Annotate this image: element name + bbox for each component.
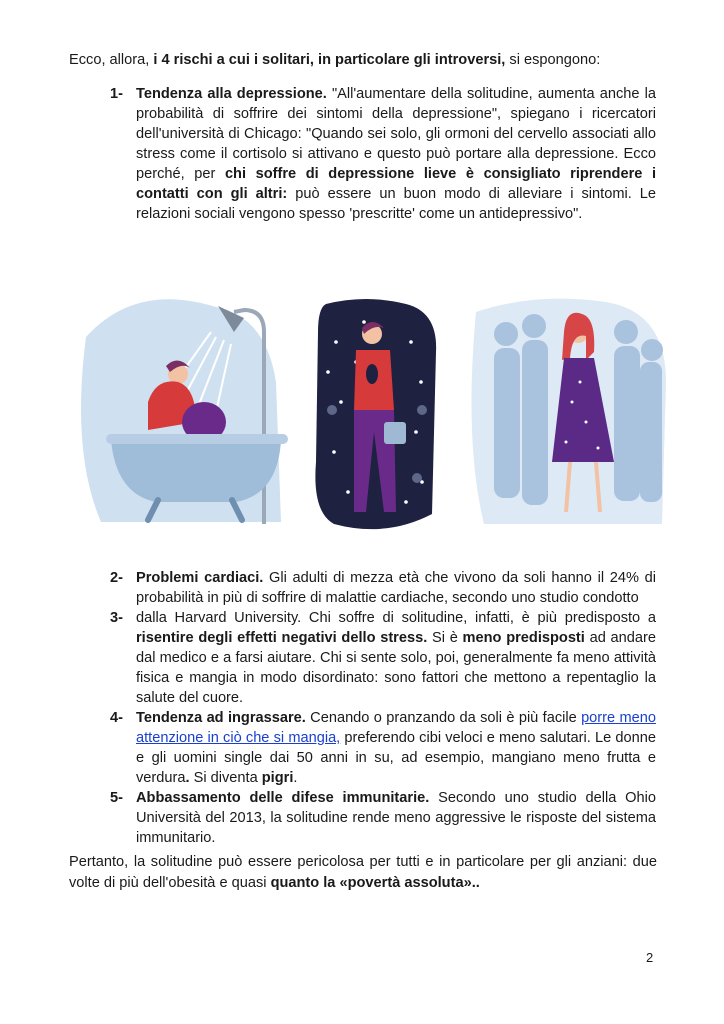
item-text: dalla Harvard University. Chi soffre di solitudine, infatti, è più predisposto a <box>136 610 656 626</box>
item-bold-text: meno predisposti <box>462 630 585 646</box>
item-text: Gli adulti di mezza età che vivono da soli hanno il 24% di probabilità in più di soffrire di malattie cardiache, secondo uno studio condotto <box>136 570 656 606</box>
item-text: . <box>293 770 298 786</box>
rain-panel <box>315 299 436 529</box>
list-item <box>110 608 656 708</box>
intro-text-bold: i 4 rischi a cui i solitari, in particolare gli introversi, <box>153 52 506 68</box>
item-text: Si è <box>427 630 463 646</box>
list-item <box>110 568 656 608</box>
item-title: Tendenza ad ingrassare. <box>136 710 306 726</box>
list-item <box>110 708 656 788</box>
eating-link[interactable]: porre meno attenzione in ciò che si mangia, <box>136 710 656 746</box>
item-text: Si diventa <box>189 770 262 786</box>
list-item <box>110 84 656 224</box>
item-number: 3- <box>110 610 123 626</box>
item-text: ad andare dal medico e a farsi aiutare. Chi si sente solo, poi, generalmente fa meno attività fisica e mangia in modo disordinato: sono fattori che mettono a repentaglio la salute del cuore. <box>136 630 656 706</box>
item-text: Secondo uno studio della Ohio Università del 2013, la solitudine rende meno aggressive le risposte del sistema immunitario. <box>136 790 657 846</box>
item-number: 1- <box>110 86 123 102</box>
sad-face-icon <box>417 405 427 415</box>
item-number: 5- <box>110 790 123 806</box>
item-number: 2- <box>110 570 123 586</box>
item-text: Cenando o pranzando da soli è più facile <box>305 710 582 726</box>
sad-face-icon <box>412 473 422 483</box>
closing-paragraph <box>69 852 657 894</box>
item-text: preferendo cibi veloci e meno salutari. Le donne e gli uomini single dai 50 anni in su, ad esempio, mangiano meno frutta e verdura <box>136 730 656 786</box>
sad-face-icon <box>327 405 337 415</box>
bathtub-rim <box>106 434 288 444</box>
risk-list-bottom <box>110 568 656 848</box>
outro-text-bold: quanto la «povertà assoluta».. <box>270 875 480 891</box>
intro-paragraph <box>69 50 659 70</box>
item-title: Tendenza alla depressione. <box>136 86 327 102</box>
item-text: può essere un buon modo di alleviare i sintomi. Le relazioni sociali vengono spesso 'prescritte' come un antidepressivo". <box>136 186 656 222</box>
risk-list-top <box>110 84 656 224</box>
item-bold-text: . <box>185 770 190 786</box>
bathtub-panel <box>81 299 288 524</box>
crowd-panel <box>472 299 667 524</box>
item-title: Abbassamento delle difese immunitarie. <box>136 790 430 806</box>
bag-icon <box>384 422 406 444</box>
item-bold-text: chi soffre di depressione lieve è consigliato riprendere i contatti con gli altri: <box>136 166 656 202</box>
item-bold-text: risentire degli effetti negativi dello stress. <box>136 630 428 646</box>
bathtub <box>111 440 281 502</box>
item-text: "All'aumentare della solitudine, aumenta anche la probabilità di soffrire dei sintomi della depressione", spiegano i ricercatori dell'università di Chicago: "Quando sei solo, gli ormoni del cervello associati allo stress come il cortisolo si attivano e questo può portare alla depressione. Ecco perché, per <box>136 86 656 182</box>
loneliness-illustration <box>66 262 678 552</box>
list-item <box>110 788 656 848</box>
outro-text-pre: Pertanto, la solitudine può essere pericolosa per tutti e in particolare per gli anziani: due volte di più dell'obesità e quasi <box>69 854 657 891</box>
intro-text-pre: Ecco, allora, <box>69 52 154 68</box>
intro-text-post: si espongono: <box>505 52 601 68</box>
page-number: 2 <box>646 950 654 965</box>
item-number: 4- <box>110 710 123 726</box>
item-bold-text: pigri <box>261 770 294 786</box>
chest-hole <box>366 364 378 384</box>
item-title: Problemi cardiaci. <box>136 570 264 586</box>
